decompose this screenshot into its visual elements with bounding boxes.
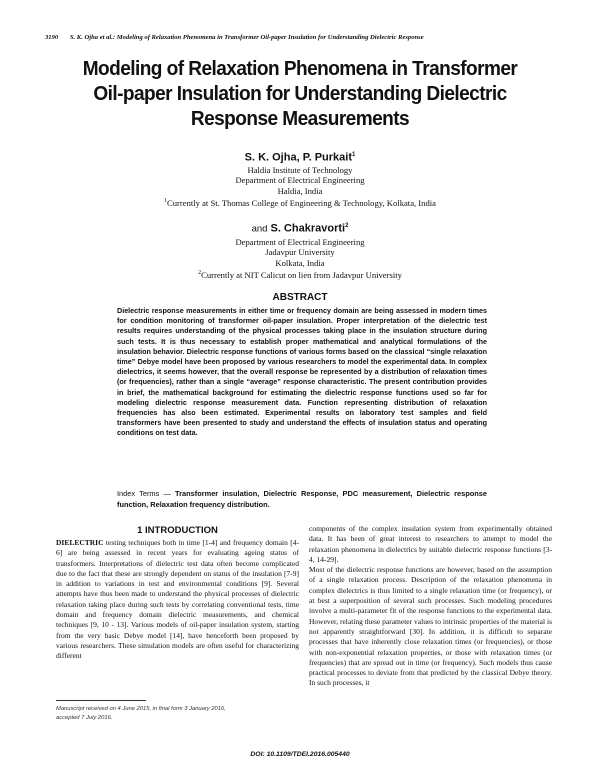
- affiliation-location-2: Kolkata, India: [275, 257, 325, 268]
- footnote: [56, 705, 299, 722]
- affiliation-institute-2: Jadavpur University: [265, 247, 335, 258]
- running-header: [45, 34, 560, 41]
- author-names-1: S. K. Ojha, P. Purkait$^1$: [244, 151, 356, 164]
- affiliation-department-1: Department of Electrical Engineering: [235, 175, 365, 186]
- affiliation-note-1: $^1$Currently at St. Thomas College of Engineering & Technology, Kolkata, India: [164, 198, 436, 209]
- running-title: S. K. Ojha et al.: Modeling of Relaxation Phenomena in Transformer Oil-paper Insulation for Understanding Dielectric Response: [69, 34, 424, 41]
- author-block: [40, 148, 560, 281]
- right-column: [309, 524, 552, 689]
- index-terms-label: Index Terms —: [117, 489, 176, 498]
- section-heading-introduction: 1 INTRODUCTION: [137, 525, 218, 536]
- doi-footer: DOI: 10.1109/TDEI.2016.005440: [250, 751, 350, 758]
- paper-title: [58, 56, 542, 131]
- index-terms: [117, 489, 487, 510]
- footnote-divider: [56, 700, 146, 701]
- title-line-3: Response Measurements: [190, 107, 410, 130]
- intro-paragraph-3: Most of the dielectric response functions are however, based on the assumption of a single relaxation process. Description of the relaxation phenomena in complex dielectrics is thus limited to a single relaxation time (or frequency), or at best a superposition of several such processes. Such modeling procedures involve a multi-parameter fit of the response functions to the experimental data. However, relating these parameter values to intrinsic properties of the material is not apparently straightforward [30]. In addition, it is difficult to separate processes that have inherently close relaxation times (or frequencies), or those with non-exponential relaxation properties, or those with relaxation times (or frequencies) that are spread out in time (or frequency). Such models thus cause practical processes to deviate from that predicted by the classical Debye theory. In such processes, it: [309, 565, 552, 688]
- intro-paragraph-1: DIELECTRIC testing techniques both in time [1-4] and frequency domain [4-6] are being assessed in recent years for evaluating ageing status of transformers. Interpretations of dielectric test data often become complicated due to the fact that these are strongly dependent on status of the insulation [7-9] in addition to variations in test and environmental conditions [9]. Several attempts have thus been made to understand the physical processes of dielectric relaxation taking place during such tests by correlating conventional tests, time domain and frequency domain dielectric measurements, and chemical techniques [9, 10 - 13]. Various models of oil-paper insulation system, starting from the very basic Debye model [14], have henceforth been proposed by various researchers. These simulation models are often useful for characterizing different: [56, 538, 299, 661]
- title-line-1: Modeling of Relaxation Phenomena in Transformer: [82, 57, 518, 80]
- affiliation-note-2: $^2$Currently at NIT Calicut on lien from Jadavpur University: [198, 270, 402, 281]
- footnote-line-2: accepted 7 July 2016.: [56, 714, 113, 721]
- index-terms-list: Transformer insulation, Dielectric Response, PDC measurement, Dielectric response function, Relaxation frequency distribution.: [117, 489, 487, 509]
- affiliation-department-2: Department of Electrical Engineering: [235, 236, 365, 247]
- abstract-heading: ABSTRACT: [272, 292, 328, 303]
- abstract-text: Dielectric response measurements in either time or frequency domain are being assessed in modern times for condition monitoring of transformer oil-paper insulation. Proper interpretation of the dielectric test results requires understanding of the physical processes taking place in the insulation structure during such tests. It is thus necessary to establish proper mathematical and analytical formulations of the insulation behavior. Dielectric response functions of various forms based on the classical “single relaxation time” Debye model have been proposed by various researchers to model the experimental data. In complex dielectrics, it seems however, that the overall response be represented by a distribution of relaxation times (or frequencies), rather than a single “average” response characteristic. The present contribution provides in brief, the mathematical background for estimating the dielectric response functions used so far for modeling dielectric response measurement data. Function representing distribution of relaxation frequencies has also been estimated. Experimental results on laboratory test samples and field transformers have been presented to study and understand the effects of insulation status and operating conditions on test data.: [117, 306, 487, 438]
- left-column: [56, 524, 299, 662]
- page-number: 3190: [45, 34, 59, 41]
- intro-paragraph-2: components of the complex insulation system from experimentally obtained data. It has been of great interest to researchers to attempt to model the relaxation phenomena in dielectrics by suitable dielectric response functions [3-4, 14-29].: [309, 524, 552, 564]
- affiliation-institute-1: Haldia Institute of Technology: [247, 164, 353, 175]
- affiliation-location-1: Haldia, India: [277, 185, 323, 196]
- footnote-line-1: Manuscript received on 4 June 2015, in final form 3 January 2016,: [56, 706, 226, 712]
- title-line-2: Oil-paper Insulation for Understanding Dielectric: [93, 82, 507, 105]
- author-names-2: and S. Chakravorti$^2$: [251, 222, 349, 235]
